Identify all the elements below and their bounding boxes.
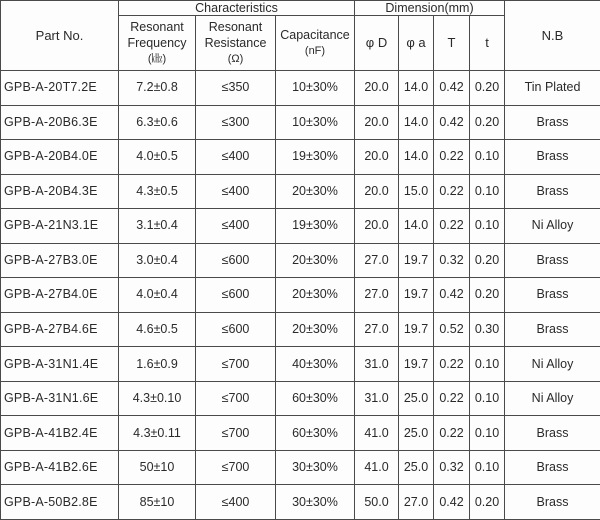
dimension-t-cell: 0.10 [470,450,505,485]
capacitance-cell: 20±30% [276,174,355,209]
dimension-T-cell: 0.22 [434,347,470,382]
resonant-resistance-cell: ≤600 [196,243,276,278]
dimension-t-cell: 0.20 [470,485,505,520]
dimension-phi-d-cell: 50.0 [355,485,399,520]
dimension-T-cell: 0.42 [434,71,470,106]
capacitance-cell: 60±30% [276,416,355,451]
nb-material-cell: Brass [505,485,600,520]
nb-material-cell: Brass [505,105,600,140]
table-row [1,243,600,278]
dimension-T-cell: 0.22 [434,381,470,416]
resonant-resistance-cell: ≤600 [196,312,276,347]
header-res-line1: Resonant [208,20,263,34]
dimension-phi-d-cell: 41.0 [355,450,399,485]
dimension-t-cell: 0.20 [470,243,505,278]
dimension-phi-d-cell: 20.0 [355,71,399,106]
dimension-T-cell: 0.22 [434,140,470,175]
dimension-T-cell: 0.22 [434,416,470,451]
resonant-frequency-cell: 4.3±0.11 [119,416,196,451]
dimension-phi-a-cell: 14.0 [399,140,434,175]
dimension-phi-a-cell: 19.7 [399,278,434,313]
resonant-resistance-cell: ≤400 [196,209,276,244]
dimension-phi-d-cell: 27.0 [355,312,399,347]
dimension-t-cell: 0.10 [470,140,505,175]
resonant-frequency-cell: 3.1±0.4 [119,209,196,244]
dimension-t-cell: 0.10 [470,209,505,244]
header-thickness-T: T [434,16,470,71]
part-number-cell: GPB-A-31N1.4E [1,347,119,382]
table-row [1,381,600,416]
dimension-t-cell: 0.30 [470,312,505,347]
resonant-resistance-cell: ≤700 [196,450,276,485]
dimension-T-cell: 0.52 [434,312,470,347]
dimension-phi-a-cell: 25.0 [399,450,434,485]
dimension-t-cell: 0.10 [470,381,505,416]
resonant-resistance-cell: ≤400 [196,140,276,175]
resonant-resistance-cell: ≤300 [196,105,276,140]
table-row [1,312,600,347]
resonant-frequency-cell: 4.3±0.5 [119,174,196,209]
resonant-resistance-cell: ≤700 [196,381,276,416]
dimension-t-cell: 0.20 [470,71,505,106]
table-row [1,140,600,175]
nb-material-cell: Brass [505,140,600,175]
nb-material-cell: Ni Alloy [505,381,600,416]
dimension-phi-a-cell: 19.7 [399,243,434,278]
dimension-phi-a-cell: 14.0 [399,71,434,106]
header-cap-unit: (nF) [304,45,326,57]
capacitance-cell: 19±30% [276,209,355,244]
part-number-cell: GPB-A-27B4.0E [1,278,119,313]
resonant-resistance-cell: ≤400 [196,174,276,209]
table-row [1,71,600,106]
dimension-T-cell: 0.42 [434,278,470,313]
dimension-T-cell: 0.42 [434,485,470,520]
table-row [1,278,600,313]
header-phi-a: φ a [399,16,434,71]
part-number-cell: GPB-A-20T7.2E [1,71,119,106]
dimension-phi-d-cell: 20.0 [355,105,399,140]
header-resonant-frequency [119,16,196,71]
part-number-cell: GPB-A-41B2.4E [1,416,119,451]
resonant-frequency-cell: 4.6±0.5 [119,312,196,347]
capacitance-cell: 40±30% [276,347,355,382]
resonant-resistance-cell: ≤700 [196,416,276,451]
nb-material-cell: Brass [505,174,600,209]
header-thickness-t: t [470,16,505,71]
capacitance-cell: 10±30% [276,105,355,140]
resonant-frequency-cell: 6.3±0.6 [119,105,196,140]
dimension-phi-d-cell: 20.0 [355,209,399,244]
table-row [1,450,600,485]
dimension-T-cell: 0.22 [434,174,470,209]
resonant-resistance-cell: ≤700 [196,347,276,382]
header-res-line2: Resistance [204,36,267,50]
header-res-unit: (Ω) [227,53,244,65]
header-resonant-resistance [196,16,276,71]
dimension-t-cell: 0.10 [470,347,505,382]
resonant-frequency-cell: 50±10 [119,450,196,485]
dimension-phi-a-cell: 25.0 [399,381,434,416]
dimension-T-cell: 0.22 [434,209,470,244]
dimension-phi-d-cell: 41.0 [355,416,399,451]
resonant-frequency-cell: 3.0±0.4 [119,243,196,278]
part-number-cell: GPB-A-41B2.6E [1,450,119,485]
header-freq-unit: (㎑) [147,53,167,65]
table-row [1,209,600,244]
nb-material-cell: Brass [505,278,600,313]
part-number-cell: GPB-A-31N1.6E [1,381,119,416]
resonant-frequency-cell: 85±10 [119,485,196,520]
nb-material-cell: Brass [505,243,600,278]
table-row [1,485,600,520]
dimension-T-cell: 0.32 [434,450,470,485]
dimension-phi-d-cell: 31.0 [355,347,399,382]
resonant-resistance-cell: ≤350 [196,71,276,106]
resonant-frequency-cell: 4.3±0.10 [119,381,196,416]
table-row [1,416,600,451]
resonant-frequency-cell: 1.6±0.9 [119,347,196,382]
nb-material-cell: Brass [505,450,600,485]
capacitance-cell: 60±30% [276,381,355,416]
part-number-cell: GPB-A-21N3.1E [1,209,119,244]
dimension-t-cell: 0.10 [470,174,505,209]
header-nb: N.B [505,1,600,71]
dimension-phi-a-cell: 14.0 [399,105,434,140]
table-body [1,71,600,520]
dimension-phi-d-cell: 20.0 [355,174,399,209]
dimension-phi-a-cell: 25.0 [399,416,434,451]
dimension-phi-a-cell: 27.0 [399,485,434,520]
capacitance-cell: 30±30% [276,485,355,520]
header-cap-line1: Capacitance [280,28,350,42]
dimension-phi-d-cell: 27.0 [355,278,399,313]
capacitance-cell: 30±30% [276,450,355,485]
header-freq-line2: Frequency [127,36,187,50]
nb-material-cell: Brass [505,416,600,451]
table-row [1,174,600,209]
capacitance-cell: 20±30% [276,243,355,278]
dimension-t-cell: 0.10 [470,416,505,451]
dimension-phi-a-cell: 19.7 [399,347,434,382]
dimension-t-cell: 0.20 [470,278,505,313]
capacitance-cell: 10±30% [276,71,355,106]
resonant-frequency-cell: 7.2±0.8 [119,71,196,106]
resonant-resistance-cell: ≤400 [196,485,276,520]
dimension-phi-a-cell: 14.0 [399,209,434,244]
table-row [1,347,600,382]
part-number-cell: GPB-A-20B6.3E [1,105,119,140]
dimension-T-cell: 0.32 [434,243,470,278]
capacitance-cell: 19±30% [276,140,355,175]
resonant-resistance-cell: ≤600 [196,278,276,313]
dimension-phi-d-cell: 20.0 [355,140,399,175]
resonant-frequency-cell: 4.0±0.5 [119,140,196,175]
header-freq-line1: Resonant [130,20,184,34]
part-number-cell: GPB-A-20B4.3E [1,174,119,209]
header-characteristics: Characteristics [119,1,355,16]
dimension-T-cell: 0.42 [434,105,470,140]
dimension-phi-a-cell: 19.7 [399,312,434,347]
table-row [1,105,600,140]
part-number-cell: GPB-A-27B4.6E [1,312,119,347]
header-dimension: Dimension(mm) [355,1,505,16]
header-phi-d: φ D [355,16,399,71]
nb-material-cell: Brass [505,312,600,347]
capacitance-cell: 20±30% [276,278,355,313]
nb-material-cell: Ni Alloy [505,347,600,382]
resonant-frequency-cell: 4.0±0.4 [119,278,196,313]
part-number-cell: GPB-A-50B2.8E [1,485,119,520]
header-capacitance [276,16,355,71]
part-number-cell: GPB-A-27B3.0E [1,243,119,278]
header-part-no: Part No. [1,1,119,71]
dimension-t-cell: 0.20 [470,105,505,140]
dimension-phi-a-cell: 15.0 [399,174,434,209]
nb-material-cell: Ni Alloy [505,209,600,244]
nb-material-cell: Tin Plated [505,71,600,106]
dimension-phi-d-cell: 27.0 [355,243,399,278]
capacitance-cell: 20±30% [276,312,355,347]
dimension-phi-d-cell: 31.0 [355,381,399,416]
part-number-cell: GPB-A-20B4.0E [1,140,119,175]
